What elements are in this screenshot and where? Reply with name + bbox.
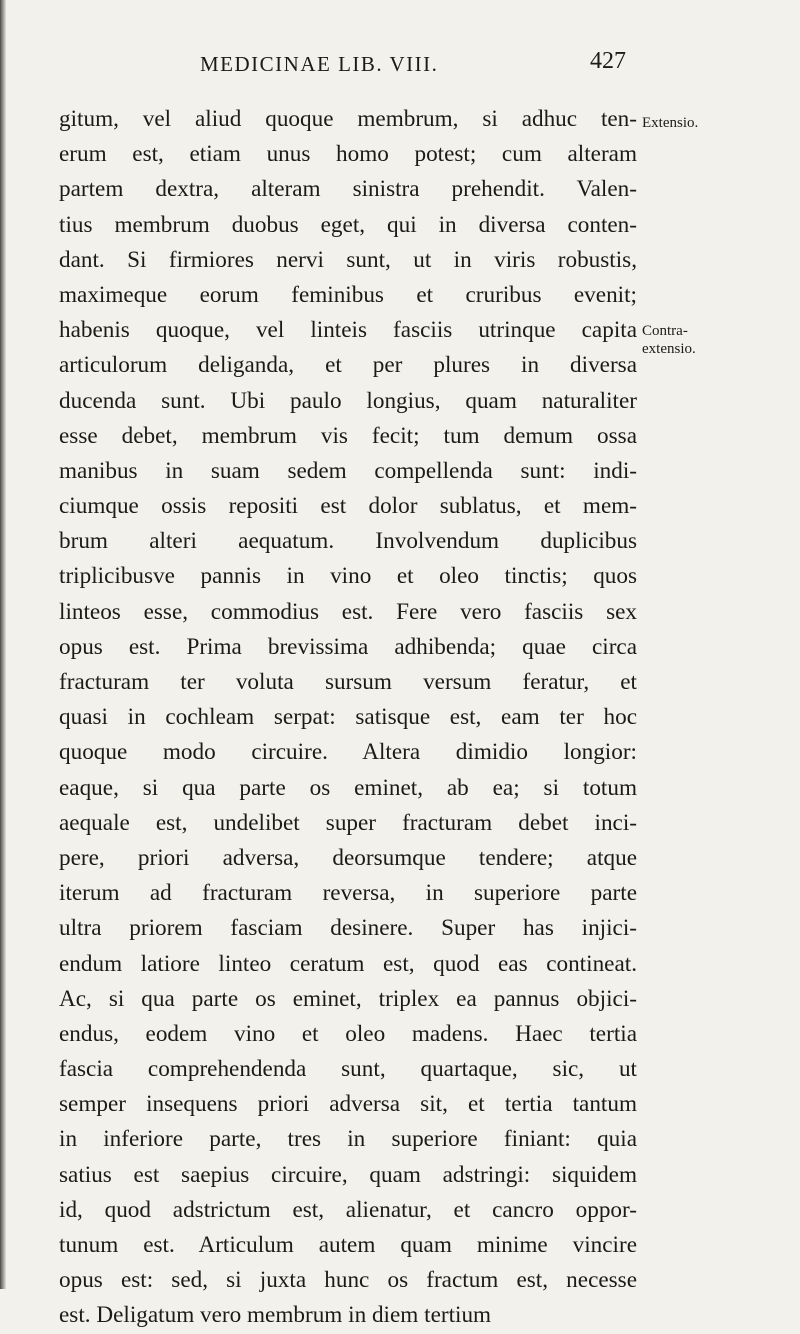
text-line: ducenda sunt. Ubi paulo longius, quam naturaliter xyxy=(59,387,637,414)
text-line: articulorum deliganda, et per plures in diversa xyxy=(59,352,637,379)
text-line: manibus in suam sedem compellenda sunt: indi- xyxy=(59,457,637,484)
text-line: tunum est. Articulum autem quam minime vincire xyxy=(59,1232,637,1258)
text-line: pere, priori adversa, deorsumque tendere; atque xyxy=(59,844,637,871)
text-line: erum est, etiam unus homo potest; cum alteram xyxy=(59,141,637,168)
text-line: quoque modo circuire. Altera dimidio longior: xyxy=(59,739,637,766)
text-line: tius membrum duobus eget, qui in diversa conten- xyxy=(59,211,637,238)
text-line: Ac, si qua parte os eminet, triplex ea pannus objici- xyxy=(59,985,637,1012)
text-line: quasi in cochleam serpat: satisque est, eam ter hoc xyxy=(59,704,637,731)
text-line: fascia comprehendenda sunt, quartaque, sic, ut xyxy=(59,1056,637,1083)
text-line: gitum, vel aliud quoque membrum, si adhuc ten- xyxy=(59,106,637,132)
text-line: linteos esse, commodius est. Fere vero fasciis sex xyxy=(59,598,637,625)
body-text xyxy=(59,102,637,1334)
text-line: iterum ad fracturam reversa, in superiore parte xyxy=(59,880,637,907)
text-line: in inferiore parte, tres in superiore finiant: quia xyxy=(59,1126,637,1153)
margin-note-extensio: Extensio. xyxy=(642,115,699,131)
text-line: dant. Si firmiores nervi sunt, ut in viris robustis, xyxy=(59,246,637,273)
text-line: triplicibusve pannis in vino et oleo tinctis; quos xyxy=(59,563,637,590)
text-line: partem dextra, alteram sinistra prehendit. Valen- xyxy=(59,176,637,203)
text-line: endum latiore linteo ceratum est, quod eas contineat. xyxy=(59,950,637,977)
text-line: est. Deligatum vero membrum in diem tertium xyxy=(59,1302,492,1329)
running-title: MEDICINAE LIB. VIII. xyxy=(200,52,439,76)
text-line: id, quod adstrictum est, alienatur, et cancro oppor- xyxy=(59,1196,637,1223)
text-line: opus est: sed, si juxta hunc os fractum est, necesse xyxy=(59,1267,637,1294)
text-line: brum alteri aequatum. Involvendum duplicibus xyxy=(59,528,637,555)
text-line: ciumque ossis repositi est dolor sublatus, et mem- xyxy=(59,493,637,520)
text-line: ultra priorem fasciam desinere. Super has injici- xyxy=(59,915,637,942)
text-line: eaque, si qua parte os eminet, ab ea; si totum xyxy=(59,774,637,801)
text-line: aequale est, undelibet super fracturam debet inci- xyxy=(59,809,637,836)
margin-note-contra-extensio xyxy=(642,322,696,358)
text-line: maximeque eorum feminibus et cruribus evenit; xyxy=(59,281,637,308)
margin-note-contra-line1: Contra- xyxy=(642,323,688,339)
text-line: opus est. Prima brevissima adhibenda; quae circa xyxy=(59,633,637,660)
page-number: 427 xyxy=(590,48,626,74)
text-line: habenis quoque, vel linteis fasciis utrinque capita xyxy=(59,317,637,344)
text-line: esse debet, membrum vis fecit; tum demum ossa xyxy=(59,422,637,449)
text-line: endus, eodem vino et oleo madens. Haec tertia xyxy=(59,1020,637,1047)
binding-edge xyxy=(0,0,6,1289)
margin-note-contra-line2: extensio. xyxy=(642,341,696,357)
text-line: satius est saepius circuire, quam adstringi: siquidem xyxy=(59,1161,637,1188)
text-line: fracturam ter voluta sursum versum feratur, et xyxy=(59,669,637,695)
text-line: semper insequens priori adversa sit, et tertia tantum xyxy=(59,1091,637,1118)
